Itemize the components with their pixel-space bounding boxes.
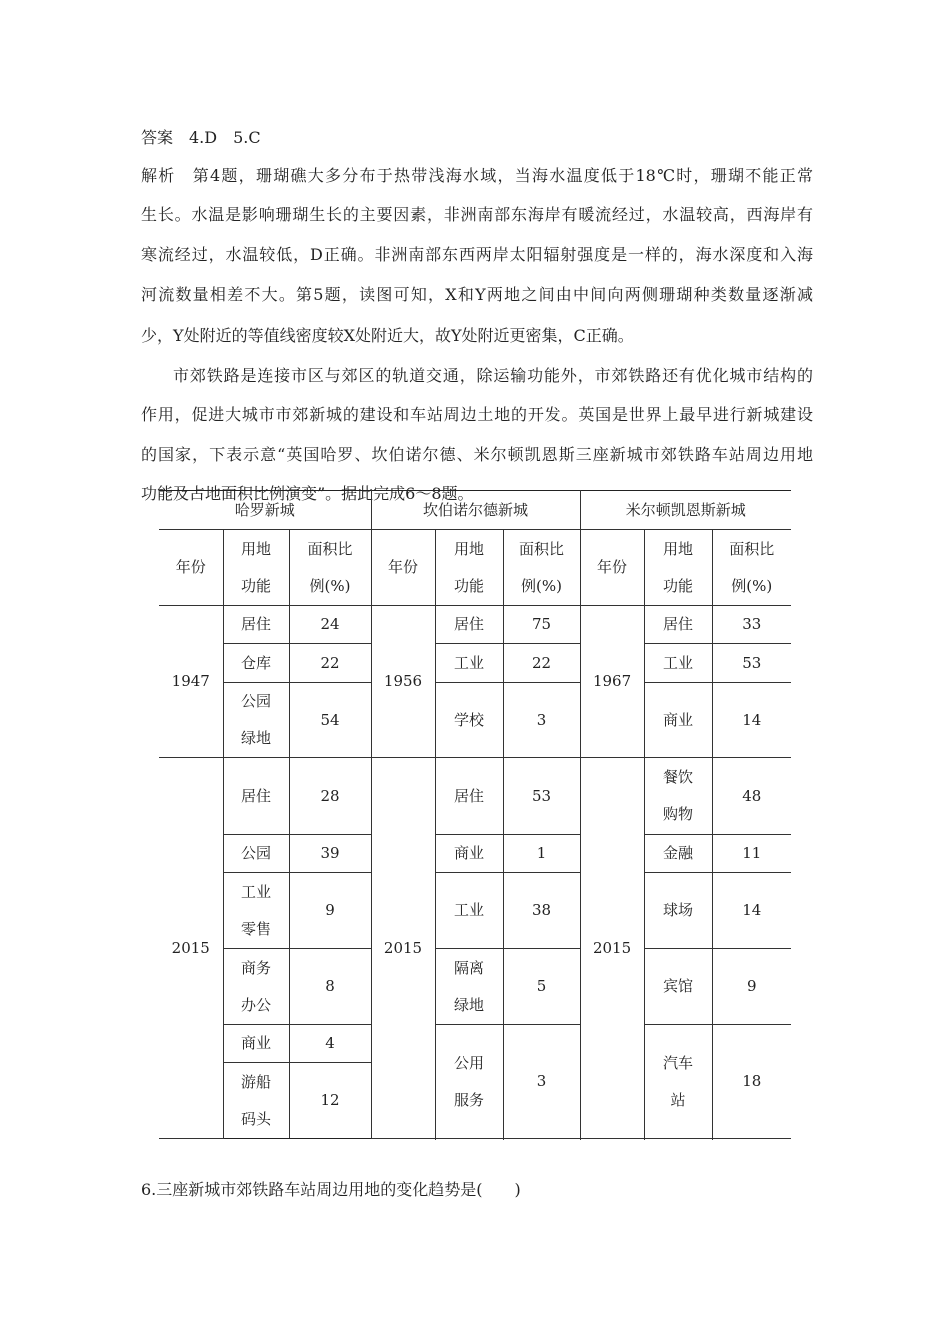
ratio-cell: 75	[503, 606, 580, 644]
ratio-cell: 18	[712, 1025, 791, 1139]
analysis-line: 解析 第4题，珊瑚礁大多分布于热带浅海水域，当海水温度低于18℃时，珊瑚不能正常	[141, 166, 813, 185]
col-function: 用地 功能	[435, 530, 503, 606]
year-cell: 2015	[159, 758, 223, 1139]
ratio-cell: 39	[289, 835, 371, 873]
ratio-cell: 9	[289, 873, 371, 949]
function-cell: 学校	[435, 683, 503, 758]
function-cell: 公用 服务	[435, 1025, 503, 1139]
year-cell: 2015	[371, 758, 435, 1139]
ratio-cell: 11	[712, 835, 791, 873]
ratio-cell: 1	[503, 835, 580, 873]
ratio-cell: 12	[289, 1063, 371, 1139]
ratio-cell: 53	[712, 644, 791, 683]
function-cell: 公园	[223, 835, 289, 873]
function-cell: 商务 办公	[223, 949, 289, 1025]
function-cell: 工业 零售	[223, 873, 289, 949]
land-use-table	[159, 490, 791, 1139]
function-cell: 居住	[223, 758, 289, 835]
analysis-line: 河流数量相差不大。第5题，读图可知，X和Y两地之间由中间向两侧珊瑚种类数量逐渐减	[141, 285, 813, 304]
ratio-cell: 33	[712, 606, 791, 644]
answer-line: 答案 4.D 5.C	[141, 128, 261, 147]
question-6: 6.三座新城市郊铁路车站周边用地的变化趋势是( )	[141, 1180, 521, 1199]
function-cell: 公园 绿地	[223, 683, 289, 758]
intro-line: 功能及占地面积比例演变”。据此完成6～8题。	[141, 484, 474, 503]
intro-line: 的国家，下表示意“英国哈罗、坎伯诺尔德、米尔顿凯恩斯三座新城市郊铁路车站周边用地	[141, 445, 813, 464]
ratio-cell: 3	[503, 1025, 580, 1139]
year-cell: 1967	[580, 606, 644, 758]
ratio-cell: 3	[503, 683, 580, 758]
intro-line: 市郊铁路是连接市区与郊区的轨道交通，除运输功能外，市郊铁路还有优化城市结构的	[173, 366, 813, 385]
ratio-cell: 38	[503, 873, 580, 949]
function-cell: 居住	[644, 606, 712, 644]
function-cell: 商业	[644, 683, 712, 758]
function-cell: 工业	[435, 644, 503, 683]
function-cell: 仓库	[223, 644, 289, 683]
col-year: 年份	[580, 530, 644, 606]
ratio-cell: 9	[712, 949, 791, 1025]
function-cell: 工业	[644, 644, 712, 683]
function-cell: 商业	[223, 1025, 289, 1063]
ratio-cell: 4	[289, 1025, 371, 1063]
town-header-milton-keynes: 米尔顿凯恩斯新城	[580, 491, 791, 530]
year-cell: 2015	[580, 758, 644, 1139]
function-cell: 汽车 站	[644, 1025, 712, 1139]
function-cell: 隔离 绿地	[435, 949, 503, 1025]
function-cell: 居住	[435, 758, 503, 835]
ratio-cell: 8	[289, 949, 371, 1025]
analysis-line: 少，Y处附近的等值线密度较X处附近大，故Y处附近更密集，C正确。	[141, 326, 634, 345]
function-cell: 居住	[435, 606, 503, 644]
function-cell: 宾馆	[644, 949, 712, 1025]
analysis-line: 寒流经过，水温较低，D正确。非洲南部东西两岸太阳辐射强度是一样的，海水深度和入海	[141, 245, 813, 264]
function-cell: 游船 码头	[223, 1063, 289, 1139]
ratio-cell: 53	[503, 758, 580, 835]
function-cell: 工业	[435, 873, 503, 949]
col-function: 用地 功能	[644, 530, 712, 606]
function-cell: 球场	[644, 873, 712, 949]
col-ratio: 面积比 例(%)	[503, 530, 580, 606]
ratio-cell: 48	[712, 758, 791, 835]
ratio-cell: 14	[712, 873, 791, 949]
function-cell: 餐饮 购物	[644, 758, 712, 835]
town-header-cumbernauld: 坎伯诺尔德新城	[371, 491, 580, 530]
town-header-harlow: 哈罗新城	[159, 491, 371, 530]
col-ratio: 面积比 例(%)	[289, 530, 371, 606]
analysis-line: 生长。水温是影响珊瑚生长的主要因素，非洲南部东海岸有暖流经过，水温较高，西海岸有	[141, 205, 813, 224]
function-cell: 金融	[644, 835, 712, 873]
intro-line: 作用，促进大城市市郊新城的建设和车站周边土地的开发。英国是世界上最早进行新城建设	[141, 405, 813, 424]
function-cell: 居住	[223, 606, 289, 644]
function-cell: 商业	[435, 835, 503, 873]
ratio-cell: 54	[289, 683, 371, 758]
year-cell: 1947	[159, 606, 223, 758]
ratio-cell: 22	[289, 644, 371, 683]
col-year: 年份	[159, 530, 223, 606]
ratio-cell: 22	[503, 644, 580, 683]
ratio-cell: 28	[289, 758, 371, 835]
ratio-cell: 5	[503, 949, 580, 1025]
col-function: 用地 功能	[223, 530, 289, 606]
year-cell: 1956	[371, 606, 435, 758]
ratio-cell: 24	[289, 606, 371, 644]
ratio-cell: 14	[712, 683, 791, 758]
col-year: 年份	[371, 530, 435, 606]
col-ratio: 面积比 例(%)	[712, 530, 791, 606]
